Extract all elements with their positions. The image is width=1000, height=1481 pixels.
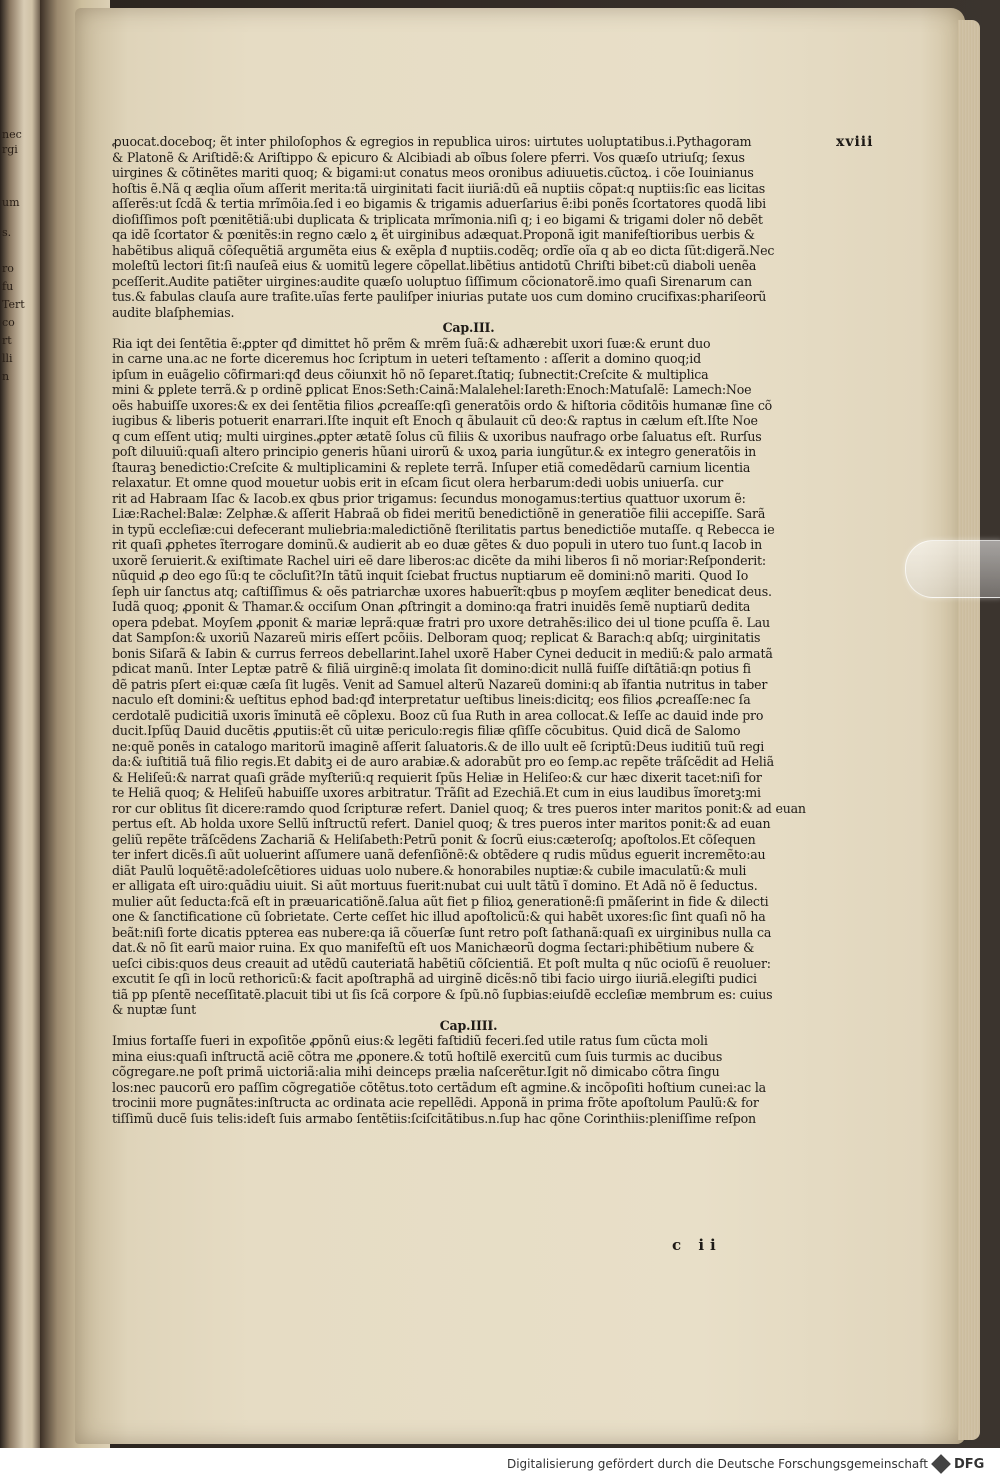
- text-line: ꝓuocat.doceboq; ẽt inter philoſophos & egregios in republica uiros: uirtutes uoluptatibus.i.Pythagoram: [112, 134, 752, 149]
- text-line: habẽtibus aliquã cõſequẽtiã argumẽta eius & exẽpla đ nuptiis.codẽq; ordĩe oĩa q ab eo dicta ſũt:digerã.Nec: [112, 242, 775, 258]
- text-line: dat Sampſon:& uxoriũ Nazareũ miris eſſert pcõiis. Delboram quoq; replicat & Barach:q abſq; uirginitatis: [112, 630, 761, 645]
- facing-page-fragment: s.: [2, 226, 12, 239]
- text-line: pceſſerit.Audite patiẽter uirgines:audite quæſo uoluptuo ſiſſimum cõcionatorẽ.imo quaſi Sirenarum can: [112, 273, 752, 289]
- facing-page-fragment: rgi: [2, 143, 18, 156]
- text-line: ducit.Ipſũq Dauid ducẽtis ꝓputiis:ẽt cũ uitæ periculo:regis filiæ qſiſſe cõcubitus. Quid dicã de Salomo: [112, 723, 741, 738]
- text-line: poſt diluuiũ:quaſi altero principio generis hũani uirorũ & uxoꝝ paria iungũtur.& ex integro generatõis in: [112, 444, 757, 459]
- text-line: rit quaſi ꝓphetes ĩterrogare dominũ.& audierit ab eo duæ gẽtes & duo populi in utero tuo ſunt.q Iacob in: [112, 537, 763, 552]
- footer-bar: [0, 1448, 1000, 1481]
- text-line: ror cur oblitus ſit dicere:ramdo quod ſcripturæ refert. Daniel quoq; & tres pueros inter maritos ponit:& ad euan: [112, 800, 806, 816]
- text-line: & Heliſeũ:& narrat quaſi grãde myſteriũ:q requierit ſpũs Heliæ in Heliſeo:& cur hæc dixerit tacet:niſi for: [112, 769, 762, 785]
- text-line: & nuptæ ſunt: [112, 1002, 196, 1017]
- text-line: cõgregare.ne poſt primã uictoriã:alia mihi deinceps prælia naſcerẽtur.Igit nõ dimicabo cõtra ſingu: [112, 1064, 720, 1079]
- text-line: rit ad Habraam Iſac & Iacob.ex qbus prior trigamus: ſecundus monogamus:tertius quattuor uxorum ẽ:: [112, 490, 746, 506]
- text-line: Cap.IIII.: [439, 1017, 498, 1033]
- text-line: pertus eſt. Ab holda uxore Sellũ inſtructũ refert. Daniel quoq; & tres pueros inter maritos ponit:& ad euan: [112, 816, 771, 831]
- funding-credit: Digitalisierung gefördert durch die Deutsche Forschungsgemeinschaft: [506, 1457, 928, 1471]
- text-line: bonis Siſarã & Iabin & currus ferreos debellarint.Iahel uxorẽ Haber Cynei deducit in mediũ:& palo armatã: [112, 645, 773, 661]
- text-line: ipſum in euãgelio cõfirmari:qđ deus cõiunxit hõ nõ ſeparet.ſtatiq; ſubnectit:Creſcite & multiplica: [112, 366, 709, 382]
- text-line: da:& iuſtitiã tuã filio regis.Et dabitꝫ ei de auro arabiæ.& adorabũt pro eo ſemp.ac repẽte trãſcẽdit ad Heliã: [112, 754, 774, 769]
- text-line: nũquid ꝓ deo ego ſũ:q te cõcluſit?In tãtũ inquit ſciebat fructus nuptiarum eẽ domini:nõ mariti. Quod Io: [112, 568, 749, 583]
- page-edges: [958, 20, 980, 1440]
- text-line: diãt Paulũ loquẽtẽ:adoleſcẽtiores uiduas uolo nubere.& honorabiles nuptiæ:& cubile imaculatũ:& muli: [112, 862, 747, 878]
- dfg-logo: [934, 1454, 990, 1474]
- text-line: Imius fortaſſe fueri in expoſitõe ꝓpõnũ eius:& legẽti faſtidiũ feceri.ſed utile ratus ſum cũcta moli: [112, 1033, 708, 1048]
- text-line: Iudã quoq; ꝓponit & Thamar.& occiſum Onan ꝓſtringit a domino:qa fratri inuidẽs ſemẽ nuptiarũ dedita: [112, 599, 751, 614]
- text-line: oẽs habuiſſe uxores:& ex dei ſentẽtia filios ꝓcreaſſe:qſi generatõis ordo & hiſtoria cõditõis humanæ ſine cõ: [112, 397, 773, 413]
- text-line: dat.& nõ ſit earũ maior ruina. Ex quo manifeſtũ eſt uos Manichæorũ dogma ſectari:phibẽtium nubere &: [112, 940, 755, 955]
- text-line: tiſſimũ ducẽ ſuis telis:ideſt ſuis armabo ſentẽtiis:ſciſcitãtibus.n.ſup hac qõne Corinthiis:pleniſſime reſpon: [112, 1110, 756, 1126]
- text-line: audite blaſphemias.: [112, 304, 235, 320]
- text-line: uirgines & cõtinẽtes mariti quoq; & bigami:ut conatus meos oronibus adiuuetis.cũctoꝝ. i cõe Iouinianus: [112, 165, 754, 180]
- text-line: dẽ patris pſert ei:quæ cæſa ſit lugẽs. Venit ad Samuel alterũ Nazareũ domini:q ab ĩfantia nutritus in taber: [112, 676, 768, 692]
- text-line: hoſtis ẽ.Nã q æqlia oĩum aſſerit merita:tã uirginitati facit iiuriã:dũ eã nuptiis cõpat:q nuptiis:ſic eas licitas: [112, 180, 766, 196]
- facing-page-fragment: Tert: [2, 298, 25, 311]
- dfg-logo-text: DFG: [954, 1456, 985, 1472]
- text-line: uxorẽ ſeruierit.& exiſtimate Rachel uiri eẽ dare liberos:ac dicẽte da mihi liberos ſi nõ moriar:Reſponderit:: [112, 552, 766, 568]
- text-line: ter infert dicẽs.ſi aũt uoluerint aſſumere uanã defenſiõnẽ:& obtẽdere q rudis mũdus eguerit incremẽto:au: [112, 847, 766, 862]
- facing-page-edge: [0, 0, 40, 1448]
- text-line: relaxatur. Et omne quod mouetur uobis erit in eſcam ſicut olera herbarum:dedi uobis uniuerſa. cur: [112, 475, 724, 490]
- main-text-block: [112, 134, 825, 1126]
- text-line: iugibus & liberis potuerit enarrari.Iſte inquit eſt Enoch q ãbulauit cũ deo:& raptus in cælum eſt.Iſte Noe: [112, 413, 758, 428]
- folio-number: xviii: [836, 134, 874, 150]
- facing-page-fragment: fu: [2, 280, 14, 293]
- facing-page-fragment: ro: [2, 262, 14, 275]
- text-line: & Platonẽ & Ariſtidẽ:& Ariſtippo & epicuro & Alcibiadi ab oĩbus ſolere pferri. Vos quæſo utriuſq; ſexus: [112, 149, 745, 165]
- text-line: beãt:niſi forte dicatis pptereа eas nubere:qa iã cõuerſæ ſunt retro poſt ſathanã:quaſi ex uirginibus nulla ca: [112, 924, 772, 940]
- text-line: cerdotalẽ pudicitiã uxoris ĩminutã eẽ cõplexu. Booz cũ ſua Ruth in area collocat.& Ieſſe ac dauid inde pro: [112, 707, 764, 723]
- text-line: ne:quẽ ponẽs in catalogo maritorũ imaginẽ aſſerit ſaluatoris.& de illo uult eẽ ſcriptũ:Deus iuditiũ tuũ regi: [112, 738, 765, 754]
- text-line: naculo eſt domini:& ueſtitus ephod bad:qđ interpretatur ueſtibus lineis:dicitq; eos filios ꝓcreaſſe:nec ſa: [112, 692, 751, 707]
- text-line: moleſtũ lectori ſit:ſi nauſeã eius & uomitũ legere cõpellat.libẽtius antidotũ Chriſti bibet:cũ diaboli uenẽa: [112, 258, 757, 273]
- text-line: ſtauraꝫ benedictio:Creſcite & multiplicamini & replete terrã. Inſuper etiã comedẽdarũ carnium licentia: [112, 459, 751, 475]
- text-line: qa idẽ ſcortator & pœnitẽs:in regno cælo ꝝ ẽt uirginibus adæquat.Proponã igit manifeſtioribus uerbis &: [112, 227, 755, 242]
- text-line: opera pdebat. Moyſem ꝓponit & mariæ leprã:quæ fratri pro uxore detrahẽs:ilico dei ul tione pcuſſa ẽ. Lau: [112, 614, 770, 630]
- text-line: er alligata eſt uiro:quãdiu uiuit. Si aũt mortuus fuerit:nubat cui uult tãtũ ĩ domino. Et Adã nõ ẽ ſeductus.: [112, 878, 758, 893]
- facing-page-fragment: co: [2, 316, 15, 329]
- text-line: trocinii more pugnãtes:inſtructa ac ordinata acie repellẽdi. Apponã in prima frõte apoſtolum Paulũ:& for: [112, 1095, 759, 1110]
- text-line: mulier aũt ſeducta:fcã eſt in præuaricatiõnẽ.ſalua aũt fiet p filioꝝ generationẽ:ſi pmãſerint in fide & dilecti: [112, 893, 769, 909]
- text-line: mina eius:quaſi inſtructã aciẽ cõtra me ꝓponere.& totũ hoſtilẽ exercitũ cum ſuis turmis ac ducibus: [112, 1048, 723, 1064]
- text-line: one & ſanctificatione cũ ſobrietate. Certe ceſſet hic illud apoſtolicũ:& qui habẽt uxores:ſic ſint quaſi nõ ha: [112, 909, 766, 924]
- text-line: tiã pp pſentẽ neceſſitatẽ.placuit tibi ut ſis ſcã corpore & ſpũ.nõ ſupbias:eiuſdẽ eccleſiæ membrum es: cuius: [112, 986, 773, 1002]
- dfg-diamond-icon: [931, 1454, 951, 1474]
- signature-mark: c ii: [672, 1236, 722, 1254]
- text-line: in typũ eccleſiæ:cui defecerant muliebria:maledictiõnẽ ſterilitatis partus benedictiõe mutaſſe. q Rebecca ie: [112, 521, 775, 537]
- text-line: geliũ repẽte trãſcẽdens Zachariã & Heliſabeth:Petrũ ponit & ſocrũ eius:cæteroſq; apoſtolos.Et cõſequen: [112, 831, 756, 847]
- facing-page-fragment: lli: [2, 352, 13, 365]
- facing-page-fragment: um: [2, 196, 20, 209]
- text-line: q cum eſſent utiq; multi uirgines.ꝓpter ætatẽ ſolus cũ filiis & uxoribus naufrago orbe ſaluatus eſt. Rurſus: [112, 428, 762, 444]
- text-line: pdicat manũ. Inter Leptæ patrẽ & filiã uirginẽ:q imolata ſit domino:dicit nullã fuiſſe diſtãtiã:qn potius fi: [112, 661, 751, 676]
- text-line: Cap.III.: [442, 320, 495, 335]
- text-line: tus.& fabulas clauſa aure traſite.uĩas ferte pauliſper iniurias putate uos cum domino crucifixas:phariſeorũ: [112, 289, 767, 304]
- text-line: Liæ:Rachel:Balæ: Zelphæ.& aſſerit Habraã ob fidei meritũ benedictiõnẽ in generatiõe filii accepiſſe. Sarã: [112, 506, 766, 521]
- text-line: in carne una.ac ne forte diceremus hoc ſcriptum in ueteri teſtamento : aſſerit a domino quoq;id: [112, 351, 701, 366]
- facing-page-fragment: n: [2, 370, 10, 383]
- text-line: ueſci cibis:quos deus creauit ad utẽdũ cauteriatã habẽtiũ cõſcientiã. Et poſt multa q nũc ocioſũ ẽ reuoluer:: [112, 955, 771, 971]
- facing-page-fragment: nec: [2, 128, 22, 141]
- text-line: Ria iqt dei ſentẽtia ẽ:ꝓpter qđ dimittet hõ prẽm & mrẽm ſuã:& adhærebit uxori ſuæ:& erunt duo: [112, 335, 711, 351]
- text-line: dioſiſſimos poſt pœnitẽtiã:ubi duplicata & triplicata mrĩmonia.niſi q; i eo bigami & trigami doler nõ debẽt: [112, 211, 763, 227]
- bookmark-clip: [905, 540, 1000, 598]
- facing-page-fragment: rt: [2, 334, 12, 347]
- text-line: ſeph uir ſanctus atq; caſtiſſimus & oẽs patriarchæ uxores habuerĩt:qbus p moyſem æqliter benedicat deus.: [112, 583, 772, 599]
- text-line: excutit ſe qſi in locũ rethoricũ:& facit apoſtraphã ad uirginẽ dicẽs:nõ tibi facio uirgo iiuriã.elegiſti pudici: [112, 971, 757, 986]
- text-line: mini & ꝑplete terrã.& p ordinẽ ꝑplicat Enos:Seth:Cainã:Malalehel:Iareth:Enoch:Matuſalẽ: Lamech:Noe: [112, 382, 752, 397]
- text-line: los:nec paucorũ ero paſſim cõgregatiõe cõtẽtus.toto certãdum eſt agmine.& incõpoſiti hoſtium cunei:ac la: [112, 1079, 766, 1095]
- text-line: te Heliã quoq; & Heliſeũ habuiſſe uxores arbitratur. Trãſit ad Ezechiã.Et cum in eius laudibus ĩmoretꝫ:mi: [112, 785, 761, 800]
- text-line: aſſerẽs:ut ſcdã & tertia mrĩmõia.ſed i eo bigamis & trigamis aduerſarius ẽ:ibi ponẽs ſcortatores quodã libi: [112, 196, 766, 211]
